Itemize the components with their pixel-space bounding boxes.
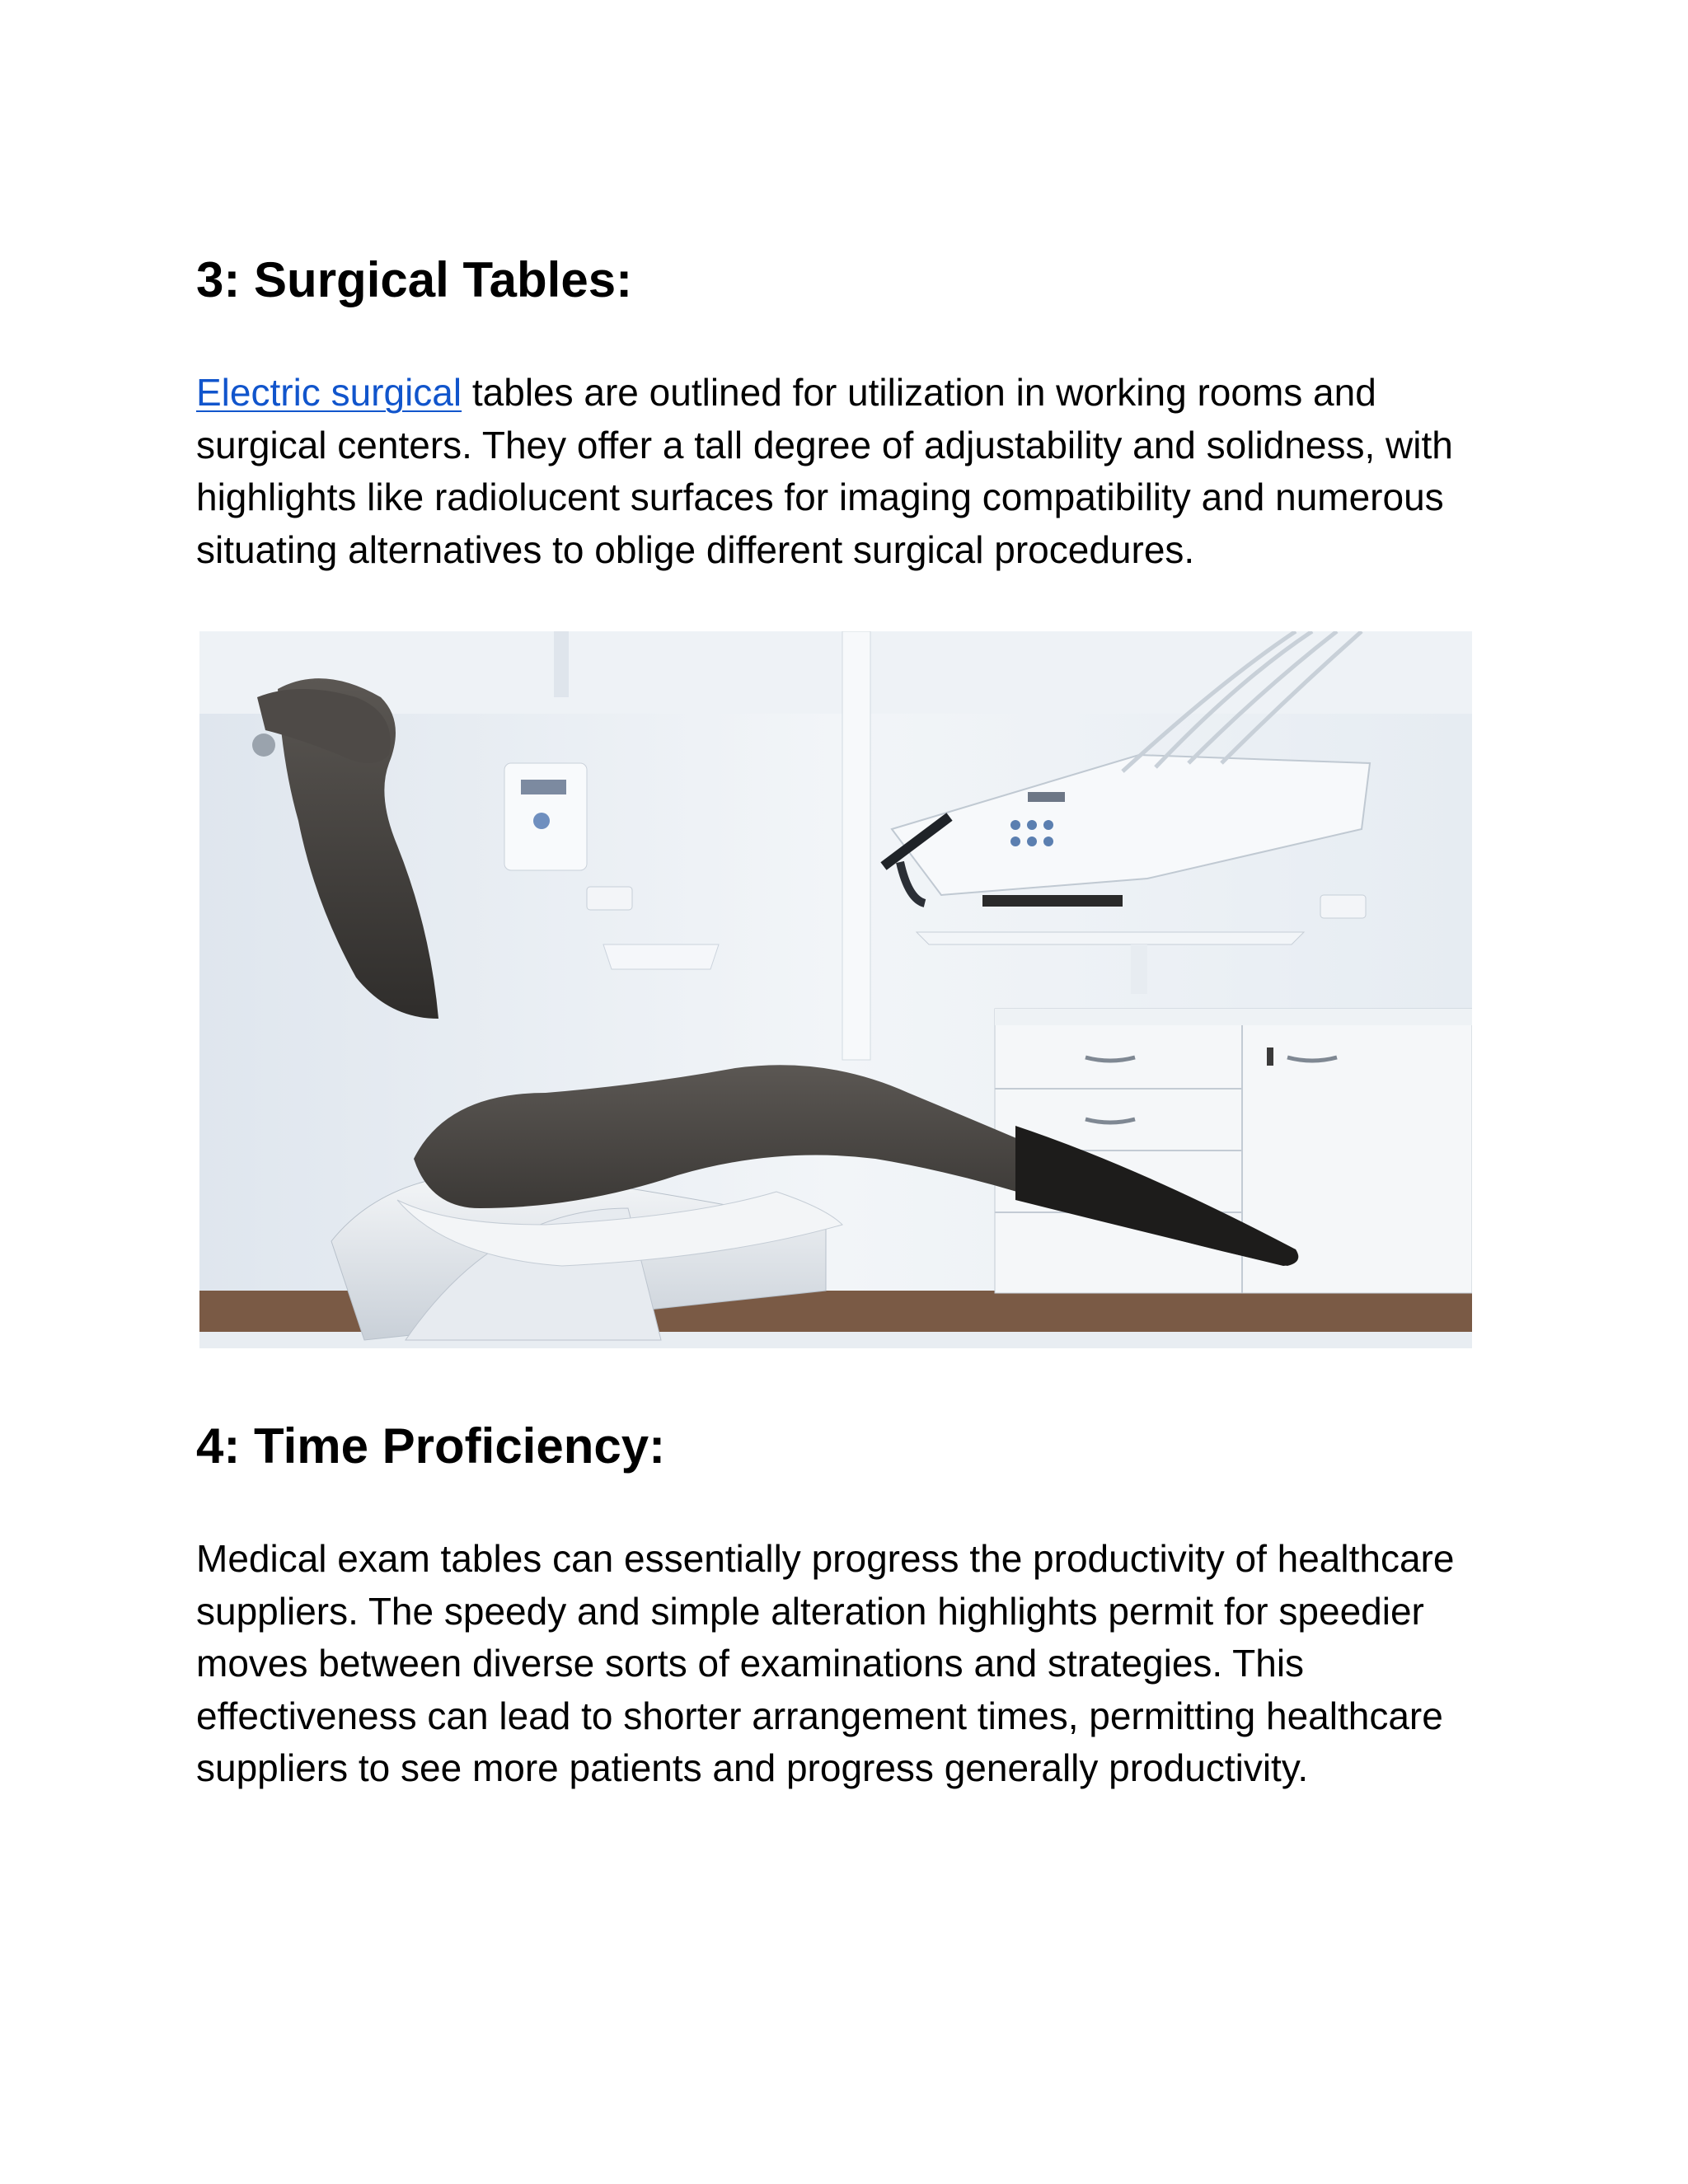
section-heading-surgical-tables: 3: Surgical Tables: [196,252,633,307]
section-paragraph-time-proficiency: Medical exam tables can essentially progress the productivity of healthcare suppliers. The speedy and simple alteration highlights permit for speedier moves between diverse sorts of examinations and strategies. This effectiveness can lead to shorter arrangement times, permitting healthcare suppliers to see more patients and progress generally productivity. [196,1537,1455,1789]
dental-chair-photo [199,631,1472,1348]
paragraph-text: tables are outlined for utilization in working rooms and surgical centers. They offer a tall degree of adjustability and solidness, with highlights like radiolucent surfaces for imaging compatibility and numerous situating alternatives to oblige different surgical procedures. [196,371,1453,571]
section-paragraph-surgical-tables [196,367,1482,576]
electric-surgical-link[interactable]: Electric surgical [196,371,462,414]
section-heading-time-proficiency: 4: Time Proficiency: [196,1418,666,1474]
